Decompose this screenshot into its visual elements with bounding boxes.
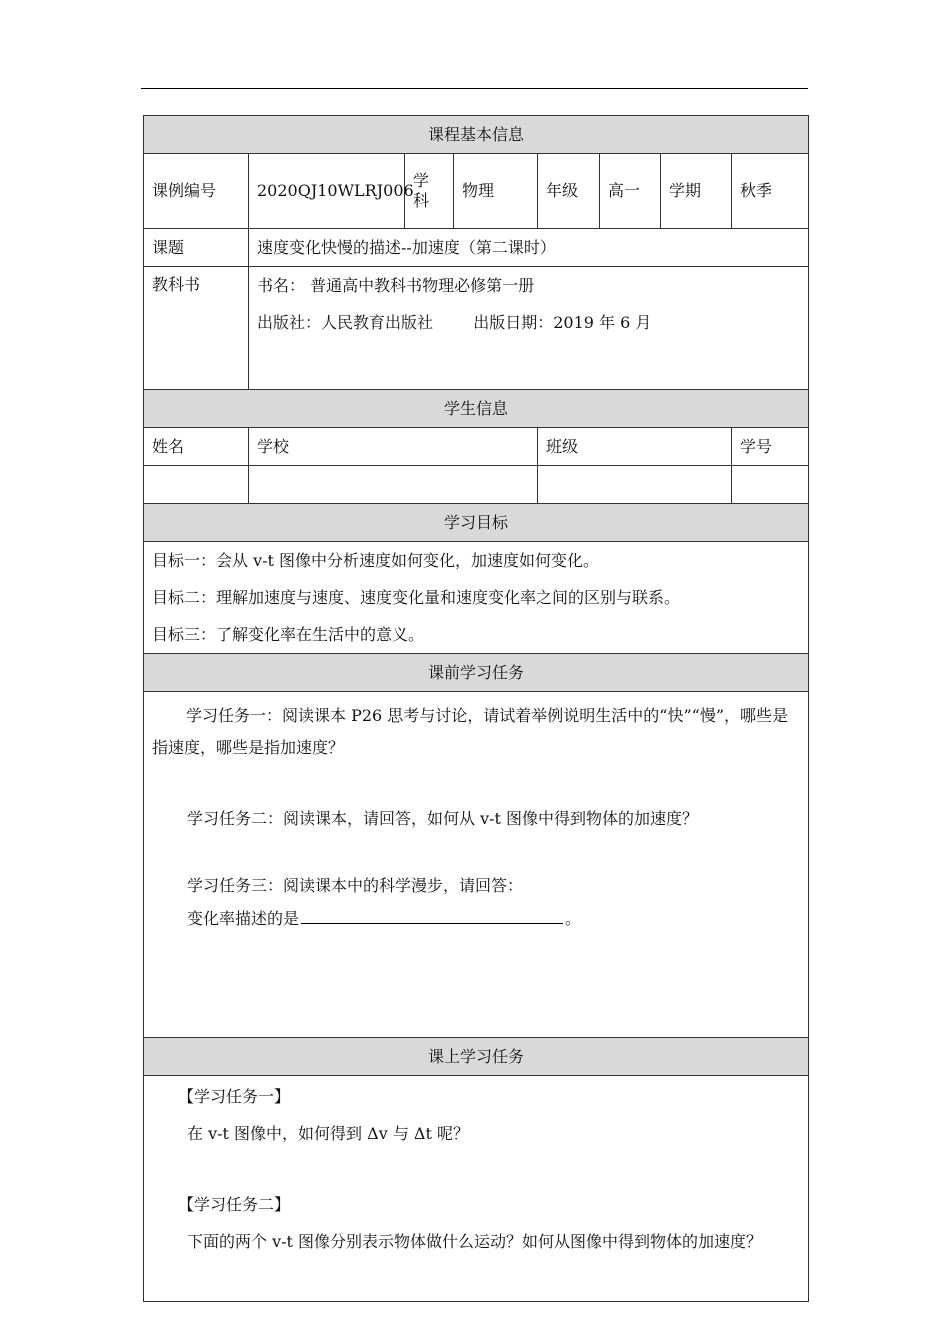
pre-task-3-end: 。 <box>565 909 582 928</box>
in-task-1-text: 在 v-t 图像中，如何得到 Δv 与 Δt 呢？ <box>187 1124 469 1143</box>
topic-value: 速度变化快慢的描述--加速度（第二课时） <box>249 229 809 267</box>
student-school-label: 学校 <box>249 428 538 466</box>
in-task-2-text: 下面的两个 v-t 图像分别表示物体做什么运动？如何从图像中得到物体的加速度？ <box>187 1232 763 1251</box>
pre-task-3: 学习任务三：阅读课本中的科学漫步，请回答： <box>187 876 524 895</box>
course-code-label: 课例编号 <box>144 154 249 229</box>
book-name: 书名： 普通高中教科书物理必修第一册 <box>257 276 535 295</box>
term-label: 学期 <box>661 154 732 229</box>
student-class-label: 班级 <box>538 428 732 466</box>
subject-label-top: 学 <box>413 171 430 190</box>
student-school-field[interactable] <box>249 466 538 504</box>
topic-label: 课题 <box>144 229 249 267</box>
grade-label: 年级 <box>538 154 600 229</box>
publish-date: 出版日期：2019 年 6 月 <box>473 313 652 332</box>
pre-task-1: 学习任务一：阅读课本 P26 思考与讨论，请试着举例说明生活中的“快”“慢”，哪些是指速度，哪些是指加速度？ <box>152 706 789 757</box>
term-value: 秋季 <box>732 154 809 229</box>
publisher-date-line <box>257 304 800 341</box>
subject-value: 物理 <box>454 154 538 229</box>
course-info-header: 课程基本信息 <box>144 116 809 154</box>
student-class-field[interactable] <box>538 466 732 504</box>
page-header-rule <box>141 88 808 89</box>
pre-task-2: 学习任务二：阅读课本，请回答，如何从 v-t 图像中得到物体的加速度？ <box>187 809 699 828</box>
in-task-2-title: 【学习任务二】 <box>178 1195 291 1214</box>
course-worksheet-table <box>143 115 809 1302</box>
student-name-field[interactable] <box>144 466 249 504</box>
goals-header: 学习目标 <box>144 504 809 542</box>
in-class-tasks <box>144 1076 809 1302</box>
pre-task-3-prompt: 变化率描述的是 <box>187 909 300 928</box>
publisher: 出版社：人民教育出版社 <box>257 313 434 332</box>
pre-class-tasks <box>144 692 809 1038</box>
pre-task-3-answer <box>152 904 800 934</box>
textbook-label-text: 教科书 <box>152 275 201 294</box>
goals-list <box>144 542 809 654</box>
goal-item: 目标三：了解变化率在生活中的意义。 <box>152 625 425 644</box>
student-info-header: 学生信息 <box>144 390 809 428</box>
in-class-header: 课上学习任务 <box>144 1038 809 1076</box>
in-task-1-title: 【学习任务一】 <box>178 1087 291 1106</box>
student-id-field[interactable] <box>732 466 809 504</box>
answer-blank-line[interactable] <box>301 907 563 924</box>
goal-item: 目标二：理解加速度与速度、速度变化量和速度变化率之间的区别与联系。 <box>152 588 681 607</box>
textbook-label <box>144 267 249 390</box>
textbook-details <box>249 267 809 390</box>
subject-label-bottom: 科 <box>413 191 430 210</box>
course-code-value: 2020QJ10WLRJ006 <box>249 154 405 229</box>
pre-class-header: 课前学习任务 <box>144 654 809 692</box>
student-id-label: 学号 <box>732 428 809 466</box>
goal-item: 目标一：会从 v-t 图像中分析速度如何变化，加速度如何变化。 <box>152 551 600 570</box>
student-name-label: 姓名 <box>144 428 249 466</box>
grade-value: 高一 <box>600 154 661 229</box>
